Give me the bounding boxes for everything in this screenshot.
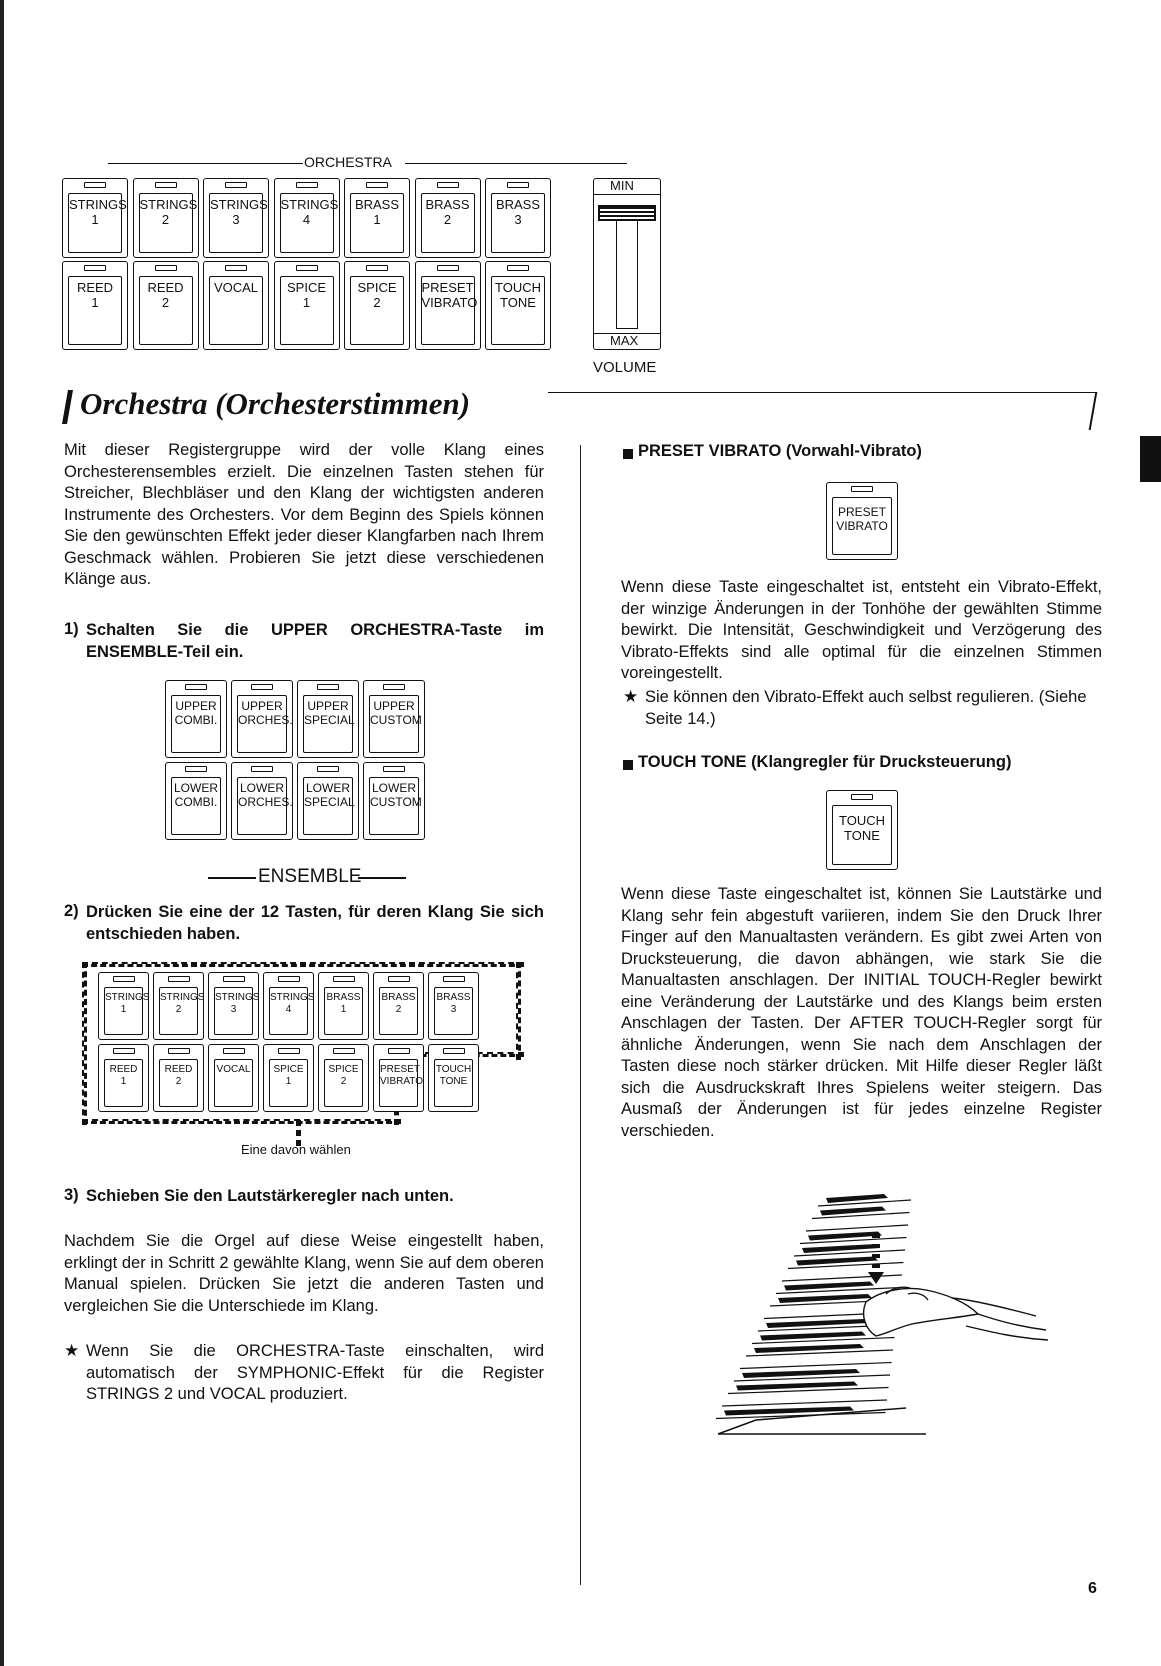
- touch-paragraph: Wenn diese Taste eingeschaltet ist, können Sie Lautstärke und Klang sehr fein abgestuft variieren, indem Sie den Druck Ihrer Finger auf den Manualtasten verändern. Es gibt zwei Arten von Drucksteuerung, die davon abhängen, wie stark Sie die Manualtasten anschlagen. Der INITIAL TOUCH-Regler bewirkt eine Veränderung der Lautstärke und des Klangs beim ersten Anschlagen der Tasten. Der AFTER TOUCH-Regler sorgt für ähnliche Änderungen, wenn Sie nach dem Anschlagen der Tasten diese noch stärker drücken. Mit Hilfe dieser Regler läßt sich die Ausdruckskraft Ihres Spielens weiter steigern. Das Ausmaß der Änderungen ist für jedes einzelne Register verschieden.: [621, 885, 1102, 1140]
- volume-label: VOLUME: [593, 359, 657, 376]
- ensemble-button[interactable]: [297, 680, 359, 758]
- ensemble-button[interactable]: [363, 762, 425, 840]
- ensemble-button[interactable]: [165, 762, 227, 840]
- led-indicator: [388, 976, 410, 982]
- orchestra-label: ORCHESTRA: [304, 154, 392, 170]
- button-label-2: 2: [175, 1003, 182, 1015]
- button-label-2: 1: [285, 1075, 292, 1087]
- led-indicator: [251, 766, 273, 772]
- led-indicator: [155, 182, 177, 188]
- button-label-1: STRINGS: [69, 197, 127, 212]
- button-label-2: TONE: [439, 1075, 468, 1087]
- button-label-2: COMBI.: [174, 712, 218, 727]
- button-label-2: 1: [302, 294, 311, 310]
- mini-register-button[interactable]: [318, 1044, 369, 1112]
- orchestra-button[interactable]: [274, 261, 340, 350]
- step2-text: Drücken Sie eine der 12 Tasten, für deren Klang Sie sich entschieden haben.: [86, 903, 544, 943]
- bullet-square-icon: [623, 760, 633, 770]
- button-label-2: 2: [373, 294, 381, 310]
- orchestra-button[interactable]: [344, 261, 410, 350]
- orchestra-label-line-right: [405, 163, 627, 164]
- led-indicator: [443, 1048, 465, 1054]
- button-label-1: SPICE: [273, 1064, 304, 1075]
- ensemble-panel: [165, 680, 445, 840]
- button-face: [159, 1059, 198, 1107]
- button-face: [369, 695, 422, 753]
- column-divider: [580, 445, 581, 1585]
- mini-register-button[interactable]: [208, 1044, 259, 1112]
- button-label-2: 3: [450, 1003, 457, 1015]
- button-face: [369, 777, 422, 835]
- star-note: Wenn Sie die ORCHESTRA-Taste einschalten, wird automatisch der SYMPHONIC-Effekt für die Register STRINGS 2 und VOCAL produziert.: [86, 1342, 544, 1403]
- led-indicator: [223, 976, 245, 982]
- button-label-1: UPPER: [373, 699, 415, 713]
- mini-register-button[interactable]: [153, 972, 204, 1040]
- button-label-2: 1: [120, 1003, 127, 1015]
- button-label-2: 2: [395, 1003, 402, 1015]
- led-indicator: [437, 182, 459, 188]
- button-label-2: 2: [161, 211, 170, 227]
- button-face: [68, 193, 127, 253]
- led-indicator: [366, 265, 388, 271]
- mini-panel: [98, 972, 508, 1112]
- button-label-1: PRESET: [837, 505, 886, 519]
- step1-number: 1): [64, 620, 79, 638]
- button-label-1: PRESET: [380, 1064, 421, 1075]
- mini-register-button[interactable]: [373, 972, 424, 1040]
- orchestra-button[interactable]: [485, 261, 551, 350]
- white-key-line: [740, 1363, 892, 1369]
- button-label-2: COMBI.: [174, 794, 218, 809]
- mini-register-button[interactable]: [373, 1044, 424, 1112]
- mini-register-button[interactable]: [428, 1044, 479, 1112]
- orchestra-button[interactable]: [133, 178, 199, 258]
- step3-text: Schieben Sie den Lautstärkeregler nach unten.: [86, 1187, 454, 1205]
- page-number: 6: [1088, 1580, 1097, 1597]
- touch-tone-button[interactable]: [826, 790, 898, 870]
- mini-register-button[interactable]: [98, 972, 149, 1040]
- mini-register-button[interactable]: [428, 972, 479, 1040]
- button-face: [237, 777, 293, 835]
- preset-paragraph: Wenn diese Taste eingeschaltet ist, entsteht ein Vibrato-Effekt, der winzige Änderungen in der Tonhöhe der gewählten Stimme bewirkt. Die Intensität, Geschwindigkeit und Verzögerung des Vibrato-Effekts sind alle optimal für die einzelnen Stimmen voreingestellt.: [621, 578, 1102, 682]
- orchestra-button[interactable]: [133, 261, 199, 350]
- button-face: [324, 1059, 363, 1107]
- preset-vibrato-button[interactable]: [826, 482, 898, 560]
- bullet-square-icon: [623, 449, 633, 459]
- volume-min-line: [594, 194, 660, 195]
- button-face: [280, 276, 334, 345]
- button-label-2: 4: [302, 211, 311, 227]
- button-label-1: LOWER: [371, 781, 416, 795]
- white-key-line: [782, 1275, 902, 1281]
- button-face: [832, 497, 892, 555]
- button-label-1: UPPER: [241, 699, 283, 713]
- button-face: [214, 987, 260, 1035]
- button-label-1: BRASS: [436, 992, 471, 1003]
- button-label-1: SPICE: [286, 280, 326, 295]
- led-indicator: [185, 766, 207, 772]
- orchestra-button[interactable]: [274, 178, 340, 258]
- button-label-2: CUSTOM: [370, 794, 422, 809]
- orchestra-button[interactable]: [62, 261, 128, 350]
- button-label-1: VOCAL: [216, 1064, 251, 1075]
- preset-heading: PRESET VIBRATO (Vorwahl-Vibrato): [638, 442, 922, 460]
- button-label-1: LOWER: [239, 781, 284, 795]
- button-face: [324, 987, 363, 1035]
- led-indicator: [388, 1048, 410, 1054]
- button-face: [171, 695, 221, 753]
- button-face: [491, 193, 545, 253]
- button-label-1: STRINGS: [139, 197, 198, 212]
- mini-register-button[interactable]: [318, 972, 369, 1040]
- button-face: [139, 276, 193, 345]
- title-rule: [548, 392, 1096, 393]
- button-face: [104, 987, 150, 1035]
- button-face: [379, 987, 418, 1035]
- button-label-1: STRINGS: [210, 197, 268, 212]
- button-label-2: VIBRATO: [421, 294, 478, 310]
- button-label-2: 1: [91, 294, 99, 310]
- ensemble-button[interactable]: [165, 680, 227, 758]
- button-label-1: BRASS: [354, 197, 400, 212]
- button-label-2: 3: [232, 211, 240, 227]
- led-indicator: [383, 684, 405, 690]
- button-label-2: 3: [230, 1003, 237, 1015]
- button-label-2: 3: [514, 211, 522, 227]
- led-indicator: [317, 684, 339, 690]
- ensemble-button[interactable]: [231, 680, 293, 758]
- mini-register-button[interactable]: [208, 972, 259, 1040]
- button-label-1: REED: [109, 1064, 138, 1075]
- button-face: [379, 1059, 423, 1107]
- button-label-2: 2: [175, 1075, 182, 1087]
- led-indicator: [113, 1048, 135, 1054]
- button-face: [237, 695, 293, 753]
- title-bracket-left: [62, 390, 73, 424]
- button-face: [104, 1059, 143, 1107]
- title-bracket-right: [1089, 392, 1098, 430]
- button-label-2: ORCHES.: [238, 712, 293, 727]
- button-face: [350, 276, 404, 345]
- led-indicator: [366, 182, 388, 188]
- button-label-1: STRINGS: [215, 992, 260, 1003]
- button-label-2: 2: [340, 1075, 347, 1087]
- orchestra-button[interactable]: [203, 178, 269, 258]
- button-label-1: BRASS: [326, 992, 361, 1003]
- led-indicator: [317, 766, 339, 772]
- button-face: [421, 193, 475, 253]
- button-face: [269, 987, 315, 1035]
- button-face: [209, 276, 263, 345]
- mini-register-button[interactable]: [263, 972, 314, 1040]
- orchestra-button[interactable]: [344, 178, 410, 258]
- volume-slider-track: [616, 209, 638, 329]
- orchestra-button[interactable]: [415, 261, 481, 350]
- intro-paragraph: Mit dieser Registergruppe wird der volle Klang eines Orchesterensembles erzielt. Die einzelnen Tasten stehen für Streicher, Blechbläser und den Klang der wichtigsten anderen Instrumente des Orchesters. Vor dem Beginn des Spiels können Sie den gewünschten Effekt jeder dieser Klangfarben nach Ihrem Geschmack wählen. Probieren Sie jetzt diese verschiedenen Klänge aus.: [64, 441, 544, 588]
- ensemble-label: ENSEMBLE: [258, 866, 362, 887]
- button-face: [269, 1059, 308, 1107]
- led-indicator: [84, 265, 106, 271]
- ensemble-line-left: [208, 877, 256, 879]
- orchestra-panel: [62, 178, 662, 350]
- led-indicator: [155, 265, 177, 271]
- button-label-2: 2: [443, 211, 452, 227]
- button-label-2: ORCHES.: [238, 794, 293, 809]
- led-indicator: [333, 976, 355, 982]
- orchestra-label-line-left: [108, 163, 303, 164]
- button-face: [832, 805, 892, 865]
- button-face: [350, 193, 404, 253]
- button-face: [421, 276, 478, 345]
- button-label-1: PRESET: [421, 280, 474, 295]
- button-face: [280, 193, 339, 253]
- button-face: [303, 695, 353, 753]
- hand-outline: [864, 1287, 1048, 1340]
- button-label-2: 1: [373, 211, 381, 227]
- led-indicator: [225, 182, 247, 188]
- instruction-paragraph: Nachdem Sie die Orgel auf diese Weise eingestellt haben, erklingt der in Schritt 2 gewählte Klang, wenn Sie auf dem oberen Manual spielen. Drücken Sie jetzt die anderen Tasten und vergleichen Sie die Unterschiede im Klang.: [64, 1232, 544, 1315]
- orchestra-button[interactable]: [485, 178, 551, 258]
- orchestra-button[interactable]: [62, 178, 128, 258]
- orchestra-button[interactable]: [203, 261, 269, 350]
- led-indicator: [851, 794, 873, 800]
- led-indicator: [296, 182, 318, 188]
- led-indicator: [278, 976, 300, 982]
- led-indicator: [437, 265, 459, 271]
- ensemble-button[interactable]: [363, 680, 425, 758]
- step3-number: 3): [64, 1186, 79, 1204]
- led-indicator: [296, 265, 318, 271]
- button-face: [491, 276, 545, 345]
- volume-max-label: MAX: [610, 333, 639, 348]
- volume-min-label: MIN: [610, 178, 634, 193]
- button-label-1: BRASS: [495, 197, 541, 212]
- led-indicator: [168, 1048, 190, 1054]
- button-label-1: UPPER: [175, 699, 217, 713]
- button-label-2: TONE: [500, 294, 536, 310]
- led-indicator: [225, 265, 247, 271]
- button-label-2: SPECIAL: [304, 712, 355, 727]
- led-indicator: [113, 976, 135, 982]
- led-indicator: [383, 766, 405, 772]
- mini-register-button[interactable]: [98, 1044, 149, 1112]
- button-label-1: STRINGS: [280, 197, 339, 212]
- ensemble-button[interactable]: [297, 762, 359, 840]
- led-indicator: [84, 182, 106, 188]
- touch-heading: TOUCH TONE (Klangregler für Drucksteuerung): [638, 753, 1012, 771]
- button-label-1: BRASS: [381, 992, 416, 1003]
- led-indicator: [185, 684, 207, 690]
- step1-text: Schalten Sie die UPPER ORCHESTRA-Taste im ENSEMBLE-Teil ein.: [86, 621, 544, 661]
- button-label-2: VIBRATO: [380, 1075, 423, 1087]
- button-label-1: UPPER: [307, 699, 349, 713]
- button-label-2: 2: [161, 294, 170, 310]
- button-face: [139, 193, 198, 253]
- button-label-2: 1: [340, 1003, 347, 1015]
- button-label-1: STRINGS: [160, 992, 205, 1003]
- mini-register-button[interactable]: [263, 1044, 314, 1112]
- led-indicator: [168, 976, 190, 982]
- selection-outline-left: [82, 962, 87, 1125]
- button-label-2: TONE: [844, 827, 880, 843]
- button-label-2: 1: [120, 1075, 127, 1087]
- led-indicator: [223, 1048, 245, 1054]
- volume-slider[interactable]: [593, 178, 661, 350]
- section-title: Orchestra (Orchesterstimmen): [80, 386, 471, 421]
- preset-star-note: Sie können den Vibrato-Effekt auch selbst regulieren. (Siehe Seite 14.): [645, 688, 1087, 728]
- step2-number: 2): [64, 902, 79, 920]
- led-indicator: [851, 486, 873, 492]
- button-label-1: TOUCH: [435, 1064, 472, 1075]
- button-label-2: VIBRATO: [836, 518, 888, 533]
- button-label-1: SPICE: [357, 280, 397, 295]
- scan-edge: [0, 0, 4, 1666]
- led-indicator: [507, 265, 529, 271]
- choose-caption: Eine davon wählen: [241, 1142, 351, 1157]
- white-key-line: [722, 1400, 887, 1406]
- button-face: [159, 987, 205, 1035]
- button-label-1: BRASS: [425, 197, 470, 212]
- button-label-2: CUSTOM: [370, 712, 422, 727]
- orchestra-button[interactable]: [415, 178, 481, 258]
- led-indicator: [443, 976, 465, 982]
- button-label-1: LOWER: [305, 781, 350, 795]
- button-label-1: VOCAL: [213, 280, 259, 295]
- button-label-1: REED: [147, 280, 184, 295]
- button-label-2: SPECIAL: [304, 794, 355, 809]
- white-key-line: [806, 1225, 908, 1231]
- button-label-2: 1: [91, 211, 99, 227]
- button-label-1: SPICE: [328, 1064, 359, 1075]
- button-label-1: LOWER: [173, 781, 218, 795]
- button-face: [303, 777, 353, 835]
- selection-outline-top: [82, 962, 524, 967]
- star-icon: ★: [623, 687, 639, 706]
- button-face: [214, 1059, 253, 1107]
- selection-outline-right: [516, 962, 521, 1060]
- button-label-1: TOUCH: [495, 280, 541, 295]
- page-tab-marker: [1140, 436, 1161, 482]
- led-indicator: [278, 1048, 300, 1054]
- button-label-1: TOUCH: [839, 813, 885, 828]
- keyboard-hand-illustration: [716, 1190, 1066, 1440]
- led-indicator: [507, 182, 529, 188]
- button-label-1: REED: [76, 280, 114, 295]
- button-label-1: REED: [164, 1064, 193, 1075]
- selection-outline-bottom: [82, 1119, 401, 1124]
- button-face: [434, 1059, 473, 1107]
- button-face: [434, 987, 473, 1035]
- button-label-2: 4: [285, 1003, 292, 1015]
- button-face: [171, 777, 221, 835]
- led-indicator: [333, 1048, 355, 1054]
- volume-slider-knob[interactable]: [598, 205, 656, 221]
- mini-register-button[interactable]: [153, 1044, 204, 1112]
- button-face: [68, 276, 122, 345]
- button-label-1: STRINGS: [270, 992, 315, 1003]
- ensemble-line-right: [358, 877, 406, 879]
- led-indicator: [251, 684, 273, 690]
- button-label-1: STRINGS: [105, 992, 150, 1003]
- button-face: [209, 193, 268, 253]
- star-icon: ★: [64, 1341, 80, 1360]
- ensemble-button[interactable]: [231, 762, 293, 840]
